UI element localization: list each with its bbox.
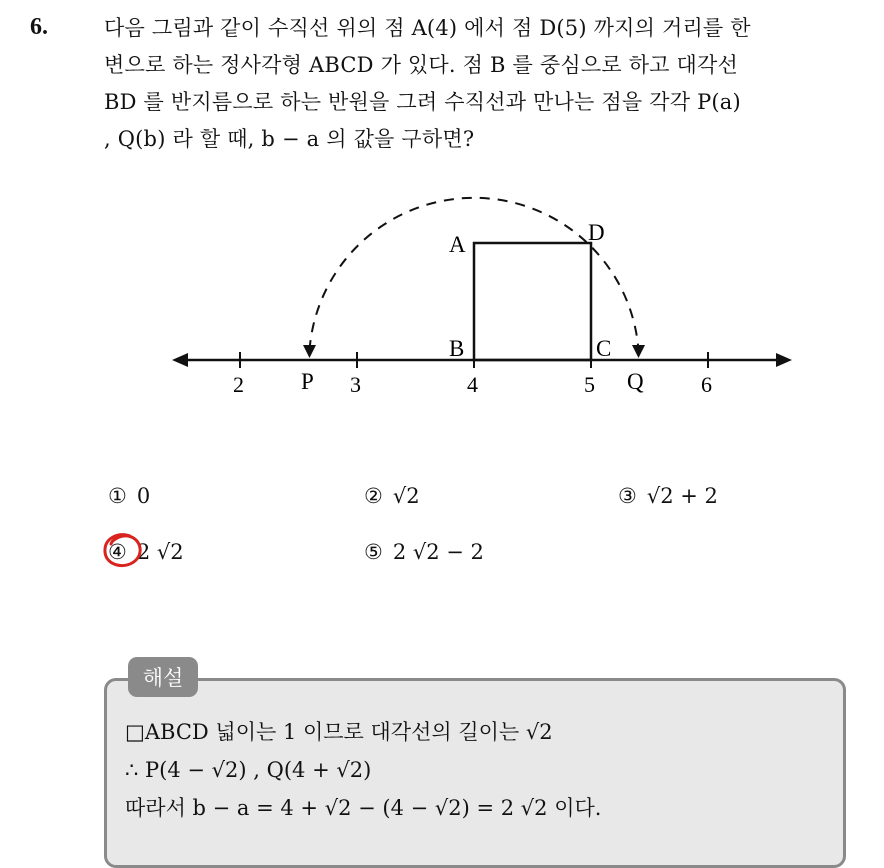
choice-2-text: √2 — [392, 484, 420, 508]
explanation-text — [125, 713, 601, 827]
selected-answer-circle — [100, 530, 146, 572]
point-label-d: D — [588, 220, 605, 245]
tick-label-3: 3 — [350, 372, 361, 397]
point-label-p: P — [301, 369, 314, 394]
question-line-1: 다음 그림과 같이 수직선 위의 점 A(4) 에서 점 D(5) 까지의 거리를 한 — [104, 16, 751, 40]
point-label-c: C — [596, 336, 612, 361]
choice-1-text: 0 — [136, 484, 151, 508]
right-arrowhead — [776, 353, 792, 367]
choice-3-text: √2 + 2 — [646, 484, 718, 508]
arrowhead-p — [303, 345, 316, 358]
tick-label-4: 4 — [467, 372, 478, 397]
point-label-a: A — [449, 232, 466, 257]
tick-label-2: 2 — [233, 372, 244, 397]
explanation-tab: 해설 — [128, 657, 198, 697]
explanation-box — [104, 678, 846, 868]
choice-3-number: ③ — [618, 484, 637, 508]
square-abcd — [474, 243, 591, 360]
question-line-2: 변으로 하는 정사각형 ABCD 가 있다. 점 B 를 중심으로 하고 대각선 — [104, 53, 739, 77]
arrowhead-q — [632, 345, 645, 358]
choice-4-number: ④ — [108, 540, 127, 564]
point-label-b: B — [449, 336, 465, 361]
choice-1[interactable] — [108, 484, 150, 508]
explanation-line-1: □ABCD 넓이는 1 이므로 대각선의 길이는 √2 — [125, 720, 553, 744]
explanation-line-3: 따라서 b − a = 4 + √2 − (4 − √2) = 2 √2 이다. — [125, 796, 602, 820]
left-arrowhead — [172, 353, 188, 367]
tick-label-5: 5 — [584, 372, 595, 397]
choice-3[interactable] — [618, 484, 718, 508]
question-line-3: BD 를 반지름으로 하는 반원을 그려 수직선과 만나는 점을 각각 P(a) — [104, 90, 741, 114]
question-number: 6. — [30, 14, 48, 40]
choice-5[interactable] — [364, 540, 484, 564]
question-line-4: , Q(b) 라 할 때, b − a 의 값을 구하면? — [104, 127, 475, 151]
choice-2[interactable] — [364, 484, 420, 508]
explanation-line-2: ∴ P(4 − √2) , Q(4 + √2) — [125, 758, 372, 782]
choice-2-number: ② — [364, 484, 383, 508]
tick-label-6: 6 — [701, 372, 712, 397]
choice-1-number: ① — [108, 484, 127, 508]
choice-5-text: 2 √2 − 2 — [392, 540, 484, 564]
choice-4-text: 2 √2 — [136, 540, 184, 564]
point-label-q: Q — [627, 369, 644, 394]
choice-5-number: ⑤ — [364, 540, 383, 564]
choice-4[interactable] — [108, 540, 184, 564]
